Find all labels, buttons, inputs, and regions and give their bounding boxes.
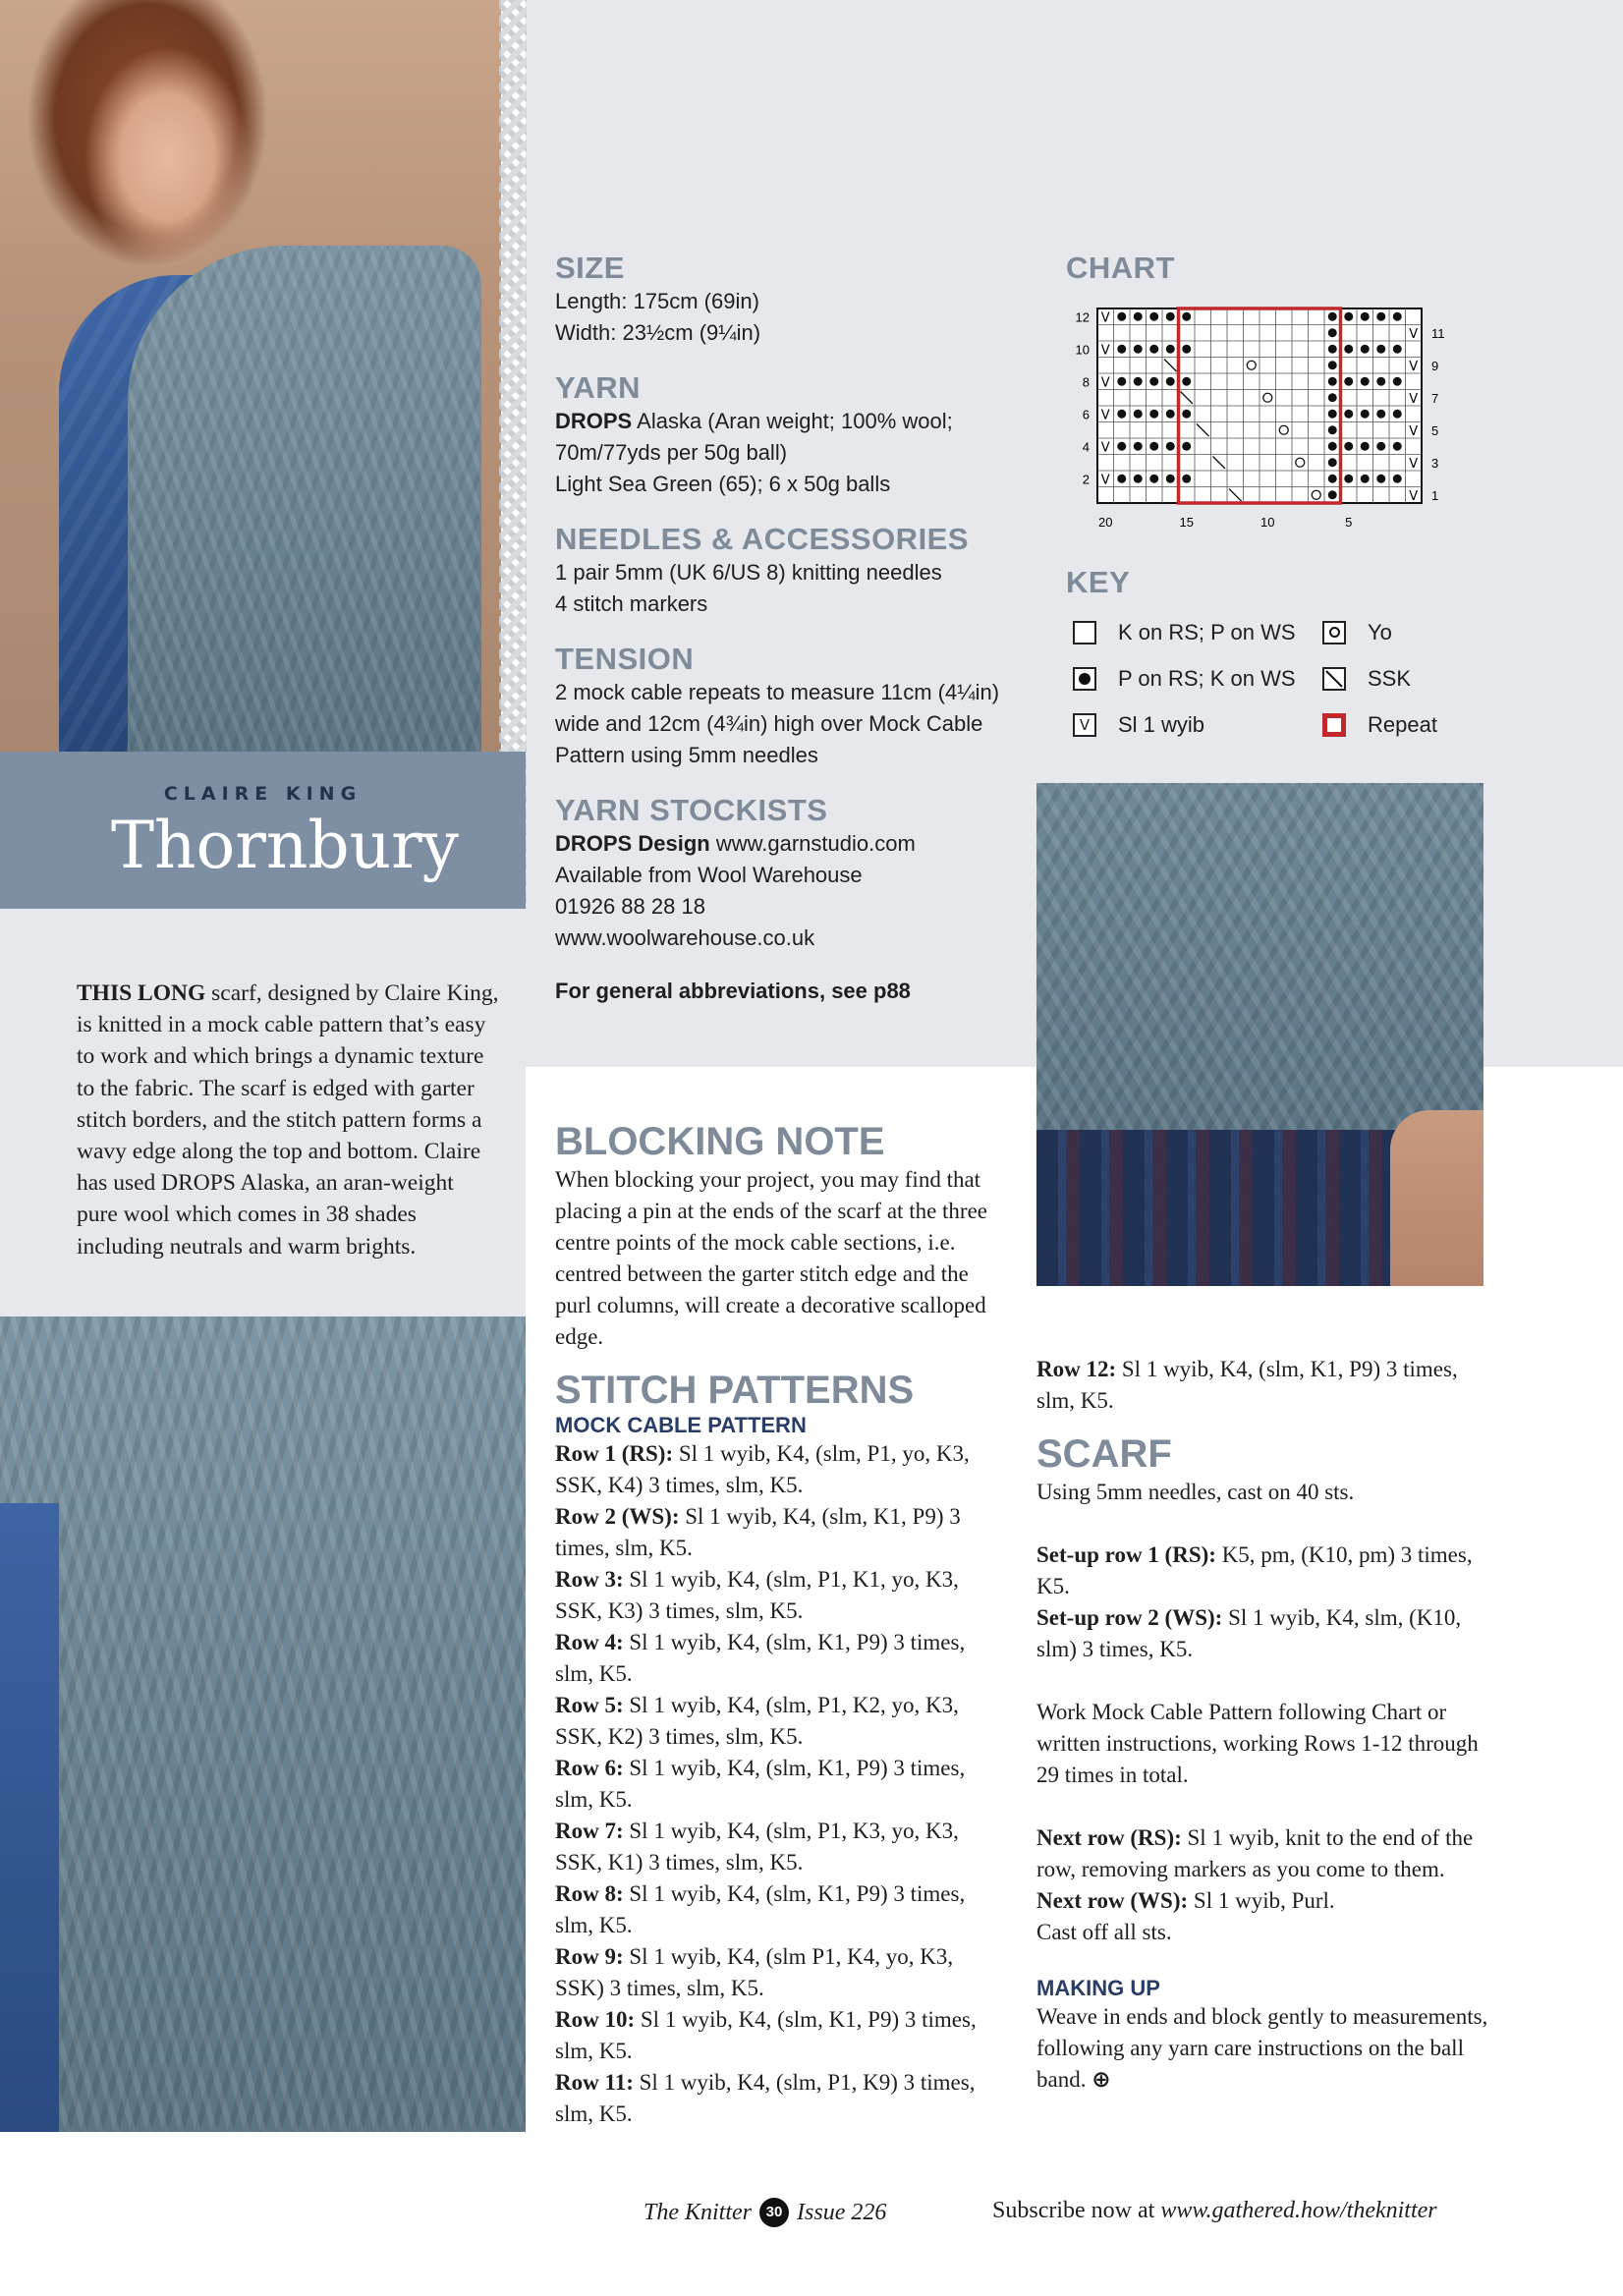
chart-yo-mark: [1263, 393, 1272, 402]
chart-slip-mark: V: [1100, 408, 1110, 423]
chart-purl-dot: [1134, 312, 1143, 321]
row-text: Sl 1 wyib, Purl.: [1188, 1888, 1335, 1913]
chart-purl-dot: [1393, 312, 1402, 321]
chart-purl-dot: [1361, 475, 1370, 483]
row-text: Sl 1 wyib, K4, (slm, P1, K9) 3 times, slm, K5.: [555, 2070, 976, 2126]
pattern-row: [555, 1690, 1007, 1753]
chart-purl-dot: [1328, 442, 1337, 451]
key-label: SSK: [1368, 665, 1412, 691]
chart-slip-mark: V: [1100, 375, 1110, 391]
issue-number: Issue 226: [797, 2199, 887, 2225]
abbreviations-note: For general abbreviations, see p88: [555, 979, 911, 1003]
row-text: Sl 1 wyib, K4, slm, (K10, slm) 3 times, K5.: [1036, 1605, 1462, 1661]
scarf-next-row-rs: [1036, 1822, 1498, 1885]
key-label: P on RS; K on WS: [1118, 665, 1296, 691]
row-label: Row 8:: [555, 1881, 624, 1906]
row-label: Row 3:: [555, 1567, 624, 1592]
yarn-over-symbol-icon: [1322, 621, 1346, 644]
chart-purl-dot: [1328, 377, 1337, 386]
chart-purl-dot: [1376, 345, 1385, 354]
chart-row-label: 11: [1431, 325, 1445, 341]
chart-row-label: 10: [1075, 342, 1090, 358]
chart-purl-dot: [1344, 475, 1353, 483]
chart-purl-dot: [1344, 442, 1353, 451]
key-item: [1073, 701, 1296, 748]
row-label: Row 5:: [555, 1693, 624, 1717]
chart-slip-mark: V: [1409, 359, 1419, 374]
chart-slip-mark: V: [1409, 423, 1419, 439]
tension-heading: TENSION: [555, 642, 695, 676]
key-column-right: [1322, 609, 1437, 748]
pattern-row: [555, 2004, 1007, 2067]
row-text: Sl 1 wyib, K4, (slm, K1, P9) 3 times, slm, K5.: [1036, 1357, 1458, 1413]
row-label: Row 6:: [555, 1756, 624, 1780]
chart-slip-mark: V: [1409, 488, 1419, 504]
row-label: Row 9:: [555, 1944, 624, 1969]
chart-purl-dot: [1149, 410, 1158, 419]
stockists-line1: Available from Wool Warehouse: [555, 863, 863, 887]
tension-line1: 2 mock cable repeats to measure 11cm (4¼in): [555, 680, 1000, 704]
chart-purl-dot: [1328, 345, 1337, 354]
chart-slip-mark: V: [1409, 391, 1419, 407]
knit-symbol-icon: [1073, 621, 1096, 644]
chart-purl-dot: [1328, 475, 1337, 483]
chart-purl-dot: [1166, 345, 1175, 354]
size-width: Width: 23½cm (9¼in): [555, 320, 761, 345]
yarn-line3: Light Sea Green (65); 6 x 50g balls: [555, 472, 891, 496]
chart-col-label: 15: [1179, 515, 1194, 530]
repeat-box-symbol-icon: [1322, 713, 1346, 737]
chart-purl-dot: [1328, 458, 1337, 467]
chart-purl-dot: [1361, 377, 1370, 386]
chart-purl-dot: [1166, 377, 1175, 386]
chart-purl-dot: [1328, 425, 1337, 434]
row-label: Set-up row 2 (WS):: [1036, 1605, 1223, 1630]
chart-purl-dot: [1344, 312, 1353, 321]
chart-yo-mark: [1279, 425, 1288, 434]
chart-purl-dot: [1134, 345, 1143, 354]
chart-purl-dot: [1328, 490, 1337, 499]
chart-purl-dot: [1361, 345, 1370, 354]
chart-purl-dot: [1361, 410, 1370, 419]
yarn-desc: Alaska (Aran weight; 100% wool;: [632, 409, 953, 433]
key-item: [1322, 655, 1437, 701]
chart-slip-mark: V: [1100, 310, 1110, 326]
yarn-line2: 70m/77yds per 50g ball): [555, 440, 788, 465]
making-up-text: [1036, 2001, 1498, 2096]
row-label: Next row (WS):: [1036, 1888, 1189, 1913]
chart-row-label: 3: [1431, 455, 1439, 471]
chart-purl-dot: [1328, 410, 1337, 419]
chart-yo-mark: [1312, 490, 1320, 499]
knitting-chart: [1066, 303, 1479, 538]
chart-purl-dot: [1376, 410, 1385, 419]
pattern-row: [555, 1816, 1007, 1878]
stockists-heading: YARN STOCKISTS: [555, 793, 828, 827]
chart-purl-dot: [1182, 475, 1191, 483]
chart-purl-dot: [1344, 345, 1353, 354]
chart-purl-dot: [1149, 377, 1158, 386]
yarn-heading: YARN: [555, 370, 641, 405]
footer-subscribe: [992, 2198, 1437, 2224]
ssk-slash-symbol-icon: [1322, 667, 1346, 691]
chart-purl-dot: [1117, 312, 1126, 321]
chart-purl-dot: [1328, 361, 1337, 369]
tension-line3: Pattern using 5mm needles: [555, 743, 818, 767]
row-label: Row 1 (RS):: [555, 1441, 674, 1466]
chart-purl-dot: [1328, 393, 1337, 402]
scarf-work-text: Work Mock Cable Pattern following Chart or written instructions, working Rows 1-12 through 29 times in total.: [1036, 1700, 1479, 1787]
chart-purl-dot: [1328, 312, 1337, 321]
chart-row-label: 1: [1431, 487, 1439, 503]
chart-purl-dot: [1376, 475, 1385, 483]
yarn-line1: [555, 406, 1017, 437]
key-item: [1322, 701, 1437, 748]
model-scarf: [128, 246, 481, 756]
chart-yo-mark: [1296, 458, 1305, 467]
closeup-photo-shirt: [0, 1503, 59, 2132]
key-item: [1073, 655, 1296, 701]
row-label: Row 12:: [1036, 1357, 1117, 1381]
row-text: Sl 1 wyib, knit to the end of the row, removing markers as you come to them.: [1036, 1825, 1474, 1881]
blocking-heading: BLOCKING NOTE: [555, 1120, 885, 1163]
chart-purl-dot: [1376, 377, 1385, 386]
chart-row-label: 2: [1082, 472, 1090, 487]
chart-yo-mark: [1247, 361, 1256, 369]
chart-purl-dot: [1117, 377, 1126, 386]
pattern-row: [555, 1878, 1007, 1941]
slip-v-symbol-icon: V: [1073, 713, 1096, 737]
intro-body: scarf, designed by Claire King, is knitted in a mock cable pattern that’s easy to work and which brings a dynamic texture to the fabric. The scarf is edged with garter stitch borders, and the stitch pattern forms a wavy edge along the top and bottom. Claire has used DROPS Alaska, an aran-weight pure wool which comes in 38 shades including neutrals and warm brights.: [77, 980, 499, 1260]
row-text: Sl 1 wyib, K4, (slm, P1, yo, K3, SSK, K4) 3 times, slm, K5.: [555, 1441, 970, 1497]
pattern-row: [1036, 1354, 1498, 1417]
pattern-row: [555, 1564, 1007, 1627]
chart-purl-dot: [1134, 410, 1143, 419]
end-mark-icon: ⊕: [1091, 2067, 1111, 2093]
chart-purl-dot: [1182, 410, 1191, 419]
chart-purl-dot: [1149, 312, 1158, 321]
chart-purl-dot: [1344, 410, 1353, 419]
scarf-next-row-ws: [1036, 1885, 1498, 1917]
middle-column: [555, 1120, 1007, 2130]
stockists-url: www.woolwarehouse.co.uk: [555, 925, 815, 950]
chart-purl-dot: [1393, 410, 1402, 419]
chart-purl-dot: [1182, 442, 1191, 451]
pattern-row: [555, 1627, 1007, 1690]
row-label: Next row (RS):: [1036, 1825, 1182, 1850]
key-item: [1073, 609, 1296, 655]
key-column-left: [1073, 609, 1296, 748]
row-text: Sl 1 wyib, K4, (slm P1, K4, yo, K3, SSK) 3 times, slm, K5.: [555, 1944, 954, 2000]
row-label: Row 2 (WS):: [555, 1504, 680, 1529]
stockists-brand-line: [555, 828, 1017, 860]
chart-purl-dot: [1134, 377, 1143, 386]
detail-photo-hand: [1390, 1110, 1483, 1286]
pattern-row: [555, 1438, 1007, 1501]
chart-purl-dot: [1117, 475, 1126, 483]
row-label: Row 4:: [555, 1630, 624, 1654]
needles-line2: 4 stitch markers: [555, 591, 708, 616]
yarn-brand: DROPS: [555, 409, 633, 433]
chart-heading: CHART: [1066, 251, 1175, 285]
intro-lead: THIS LONG: [77, 980, 206, 1006]
chart-purl-dot: [1376, 312, 1385, 321]
chart-purl-dot: [1344, 377, 1353, 386]
row-text: Sl 1 wyib, K4, (slm, K1, P9) 3 times, slm, K5.: [555, 1881, 966, 1937]
scarf-heading: SCARF: [1036, 1432, 1172, 1476]
needles-line1: 1 pair 5mm (UK 6/US 8) knitting needles: [555, 560, 942, 585]
footer-magazine-info: [644, 2198, 886, 2227]
row-text: Sl 1 wyib, K4, (slm, P1, K1, yo, K3, SSK, K3) 3 times, slm, K5.: [555, 1567, 959, 1623]
blocking-text: When blocking your project, you may find that placing a pin at the ends of the scarf at the three centre points of the mock cable sections, i.e. centred between the garter stitch edge and the purl columns, will create a decorative scalloped edge.: [555, 1167, 988, 1349]
magazine-name: The Knitter: [644, 2199, 753, 2225]
chart-purl-dot: [1328, 328, 1337, 337]
chart-purl-dot: [1182, 345, 1191, 354]
row-label: Row 10:: [555, 2007, 636, 2032]
purl-dot-symbol-icon: [1073, 667, 1096, 691]
making-up-heading: MAKING UP: [1036, 1976, 1160, 2000]
chart-purl-dot: [1393, 345, 1402, 354]
chart-purl-dot: [1393, 442, 1402, 451]
needles-heading: NEEDLES & ACCESSORIES: [555, 522, 970, 556]
tension-line2: wide and 12cm (4¾in) high over Mock Cable: [555, 711, 983, 736]
chart-purl-dot: [1393, 377, 1402, 386]
scarf-setup-row-2: [1036, 1602, 1498, 1665]
chart-purl-dot: [1117, 442, 1126, 451]
chart-purl-dot: [1182, 312, 1191, 321]
chart-purl-dot: [1182, 377, 1191, 386]
subscribe-link[interactable]: www.gathered.how/theknitter: [1160, 2198, 1437, 2223]
row-text: Sl 1 wyib, K4, (slm, K1, P9) 3 times, slm, K5.: [555, 1504, 961, 1560]
key-item: [1322, 609, 1437, 655]
scarf-setup-row-1: [1036, 1540, 1498, 1602]
stockists-brand-url: www.garnstudio.com: [709, 831, 916, 856]
chart-purl-dot: [1361, 312, 1370, 321]
chart-col-label: 20: [1098, 515, 1113, 530]
row-text: Sl 1 wyib, K4, (slm, K1, P9) 3 times, slm, K5.: [555, 1630, 966, 1686]
chart-purl-dot: [1166, 410, 1175, 419]
chart-purl-dot: [1149, 442, 1158, 451]
stockists-brand: DROPS Design: [555, 831, 710, 856]
chart-purl-dot: [1149, 475, 1158, 483]
chart-slip-mark: V: [1100, 440, 1110, 456]
pattern-row: [555, 1941, 1007, 2004]
stockists-phone: 01926 88 28 18: [555, 894, 705, 919]
chart-row-label: 6: [1082, 407, 1090, 422]
chart-slip-mark: V: [1409, 326, 1419, 342]
row-label: Row 11:: [555, 2070, 634, 2095]
row-text: Sl 1 wyib, K4, (slm, P1, K2, yo, K3, SSK, K2) 3 times, slm, K5.: [555, 1693, 959, 1749]
chart-row-label: 9: [1431, 358, 1439, 373]
chart-row-label: 7: [1431, 390, 1439, 406]
chart-purl-dot: [1134, 442, 1143, 451]
size-heading: SIZE: [555, 251, 625, 285]
chart-col-label: 10: [1260, 515, 1275, 530]
chart-slip-mark: V: [1409, 456, 1419, 472]
scarf-cast-on: Using 5mm needles, cast on 40 sts.: [1036, 1480, 1355, 1504]
key-label: Yo: [1368, 619, 1392, 644]
pattern-row: [555, 1753, 1007, 1816]
row-text: Sl 1 wyib, K4, (slm, K1, P9) 3 times, slm, K5.: [555, 2007, 977, 2063]
intro-paragraph: [77, 978, 499, 1262]
pattern-row: [555, 1501, 1007, 1564]
chart-row-label: 5: [1431, 422, 1439, 438]
stitch-patterns-heading: STITCH PATTERNS: [555, 1369, 915, 1412]
row-text: Sl 1 wyib, K4, (slm, K1, P9) 3 times, slm, K5.: [555, 1756, 966, 1812]
chart-purl-dot: [1166, 312, 1175, 321]
key-heading: KEY: [1066, 565, 1131, 599]
designer-byline: CLAIRE KING: [163, 783, 363, 805]
making-up-body: Weave in ends and block gently to measurements, following any yarn care instructions on the ball band.: [1036, 2004, 1488, 2092]
scarf-cast-off: Cast off all sts.: [1036, 1920, 1172, 1944]
chart-slip-mark: V: [1100, 343, 1110, 359]
scarf-closeup-photo: [0, 1316, 526, 2132]
size-length: Length: 175cm (69in): [555, 289, 759, 313]
chart-purl-dot: [1149, 345, 1158, 354]
row-label: Set-up row 1 (RS):: [1036, 1542, 1216, 1567]
row-text: K5, pm, (K10, pm) 3 times, K5.: [1036, 1542, 1473, 1598]
chart-purl-dot: [1117, 410, 1126, 419]
chart-row-label: 4: [1082, 439, 1090, 455]
key-label: Sl 1 wyib: [1118, 711, 1205, 737]
chart-purl-dot: [1134, 475, 1143, 483]
row-text: Sl 1 wyib, K4, (slm, P1, K3, yo, K3, SSK, K1) 3 times, slm, K5.: [555, 1819, 959, 1875]
chart-purl-dot: [1166, 475, 1175, 483]
key-label: K on RS; P on WS: [1118, 619, 1296, 644]
subscribe-text: Subscribe now at: [992, 2198, 1161, 2223]
right-column: [1036, 1354, 1498, 2096]
chart-purl-dot: [1117, 345, 1126, 354]
chart-purl-dot: [1361, 442, 1370, 451]
chart-purl-dot: [1166, 442, 1175, 451]
specs-column: [555, 251, 1017, 1007]
chart-row-label: 12: [1075, 309, 1090, 325]
key-label: Repeat: [1368, 711, 1437, 737]
pattern-row: [555, 2067, 1007, 2130]
page-number: 30: [759, 2198, 789, 2227]
mock-cable-subheading: MOCK CABLE PATTERN: [555, 1413, 807, 1437]
chart-purl-dot: [1376, 442, 1385, 451]
chart-slip-mark: V: [1100, 473, 1110, 488]
chart-row-label: 8: [1082, 374, 1090, 390]
chart-purl-dot: [1393, 475, 1402, 483]
pattern-title: Thornbury: [111, 808, 459, 883]
pattern-rows-list: [555, 1438, 1007, 2130]
chart-col-label: 5: [1345, 515, 1353, 530]
row-label: Row 7:: [555, 1819, 624, 1843]
